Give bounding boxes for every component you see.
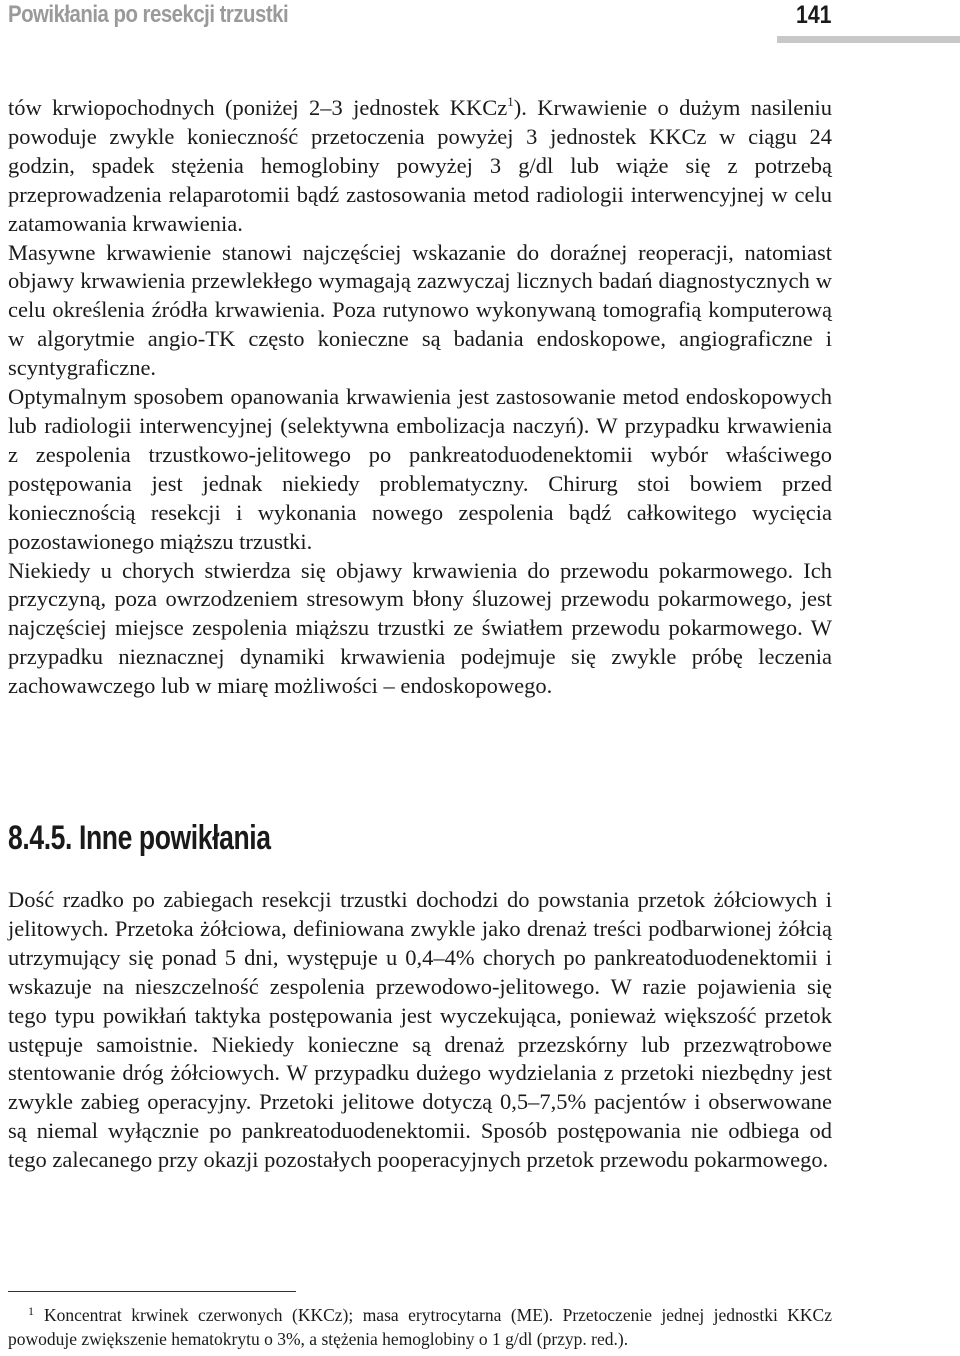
footnote-text: Koncentrat krwinek czerwonych (KKCz); masa erytrocytarna (ME). Przetoczenie jednej jednostki KKCz powoduje zwiększenie hematokrytu o 3%, a stężenia hemoglobiny o 1 g/dl (przyp. red.). [8, 1305, 832, 1349]
header-accent-bar [777, 36, 960, 43]
page-number: 141 [796, 1, 832, 29]
section-text-block [8, 886, 832, 1175]
paragraph-text: ). Krwawienie o dużym nasileniu powoduje zwykle konieczność przetoczenia powyżej 3 jednostek KKCz w ciągu 24 godzin, spadek stężenia hemoglobiny powyżej 3 g/dl lub wiąże się z potrzebą przeprowadzenia relaparotomii bądź zastosowania metod radiologii interwencyjnej w celu zatamowania krwawienia. [8, 95, 832, 236]
footnote [8, 1303, 832, 1351]
paragraph: Masywne krwawienie stanowi najczęściej wskazanie do doraźnej reoperacji, natomiast objawy krwawienia przewlekłego wymagają zazwyczaj licznych badań diagnostycznych w celu określenia źródła krwawienia. Poza rutynowo wykonywaną tomografią komputerową w algorytmie angio-TK często konieczne są badania endoskopowe, angiograficzne i scyntygraficzne. [8, 239, 832, 381]
section-heading: 8.4.5. Inne powikłania [8, 819, 271, 857]
running-header-title: Powikłania po resekcji trzustki [8, 1, 289, 28]
footnote-marker: 1 [28, 1304, 34, 1318]
paragraph: Optymalnym sposobem opanowania krwawienia jest zastosowanie metod endoskopowych lub radiologii interwencyjnej (selektywna embolizacja naczyń). W przypadku krwawienia z zespolenia trzustkowo-jelitowego po pankreatoduodenektomii wybór właściwego postępowania jest jednak niekiedy problematyczny. Chirurg stoi bowiem przed koniecznością resekcji i wykonania nowego zespolenia bądź całkowitego wycięcia pozostawionego miąższu trzustki. [8, 384, 832, 554]
paragraph: Dość rzadko po zabiegach resekcji trzustki dochodzi do powstania przetok żółciowych i jelitowych. Przetoka żółciowa, definiowana zwykle jako drenaż treści podbarwionej żółcią utrzymujący się ponad 5 dni, występuje u 0,4–4% chorych po pankreatoduodenektomii i wskazuje na nieszczelność zespolenia przewodowo-jelitowego. W razie pojawienia się tego typu powikłań taktyka postępowania jest wyczekująca, ponieważ większość przetok ustępuje samoistnie. Niekiedy konieczne są drenaż przezskórny lub przezwątrobowe stentowanie dróg żółciowych. W przypadku dużego wydzielania z przetoki niezbędny jest zwykle zabieg operacyjny. Przetoki jelitowe dotyczą 0,5–7,5% pacjentów i obserwowane są niemal wyłącznie po pankreatoduodenektomii. Sposób postępowania nie odbiega od tego zalecanego przy okazji pozostałych pooperacyjnych przetok przewodu pokarmowego. [8, 887, 832, 1173]
footnote-reference: 1 [507, 94, 514, 109]
footnote-divider [8, 1291, 296, 1292]
main-text-block [8, 94, 832, 701]
paragraph [8, 94, 832, 239]
paragraph-text: tów krwiopochodnych (poniżej 2–3 jednostek KKCz [8, 95, 508, 120]
page-header [0, 0, 960, 40]
paragraph: Niekiedy u chorych stwierdza się objawy krwawienia do przewodu pokarmowego. Ich przyczyną, poza owrzodzeniem stresowym błony śluzowej przewodu pokarmowego, jest najczęściej miejsce zespolenia miąższu trzustki ze światłem przewodu pokarmowego. W przypadku nieznacznej dynamiki krwawienia podejmuje się zwykle próbę leczenia zachowawczego lub w miarę możliwości – endoskopowego. [8, 557, 832, 699]
